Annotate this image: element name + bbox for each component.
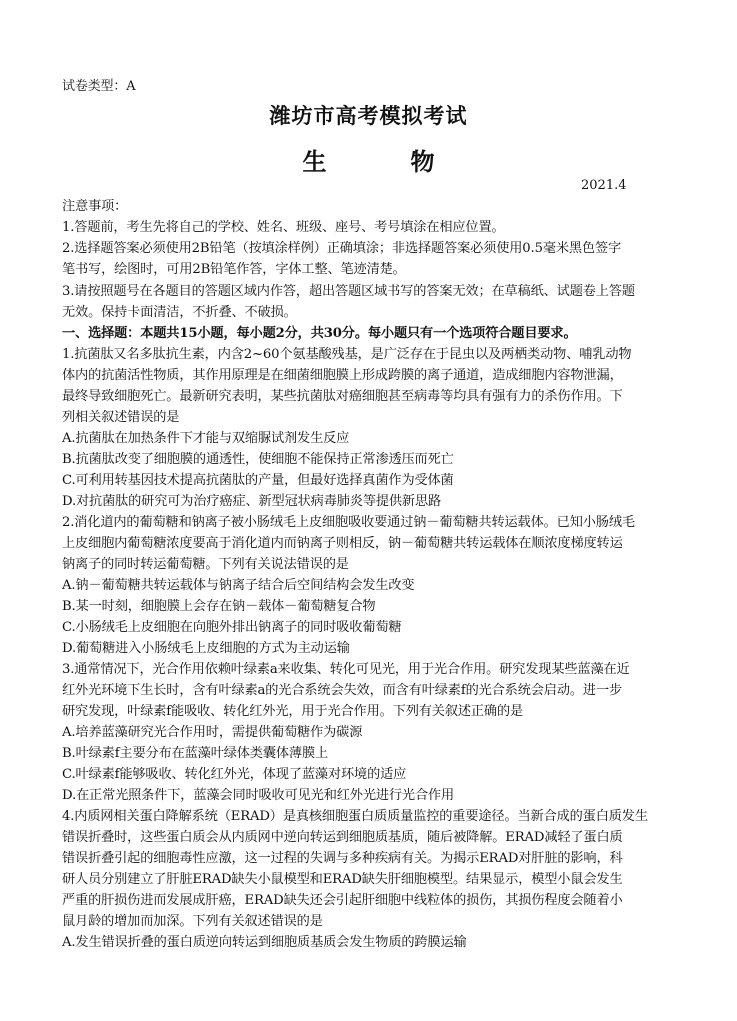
notes-line: 3.请按照题号在各题目的答题区域内作答，超出答题区域书写的答案无效；在草稿纸、试题卷上答题 (62, 284, 635, 299)
question-line: 2.消化道内的葡萄糖和钠离子被小肠绒毛上皮细胞吸收要通过钠－葡萄糖共转运载体。已知小肠绒毛 (62, 515, 635, 530)
question-line: 鼠月龄的增加而加深。下列有关叙述错误的是 (62, 914, 323, 929)
question-line: C.可利用转基因技术提高抗菌肽的产量，但最好选择真菌作为受体菌 (62, 473, 454, 488)
notes-heading: 注意事项： (62, 199, 128, 214)
question-line: 体内的抗菌活性物质，其作用原理是在细菌细胞膜上形成跨膜的离子通道，造成细胞内容物泄漏， (62, 368, 623, 383)
question-line: D.葡萄糖进入小肠绒毛上皮细胞的方式为主动运输 (62, 641, 350, 656)
question-line: A.钠－葡萄糖共转运载体与钠离子结合后空间结构会发生改变 (62, 578, 415, 593)
question-line: 1.抗菌肽又名多肽抗生素，内含2~60个氨基酸残基，是广泛存在于昆虫以及两栖类动物、哺乳动物 (62, 347, 632, 362)
question-line: C.小肠绒毛上皮细胞在向胞外排出钠离子的同时吸收葡萄糖 (62, 620, 402, 635)
question-line: B.某一时刻，细胞膜上会存在钠－载体－葡萄糖复合物 (62, 599, 376, 614)
exam-title: 潍坊市高考模拟考试 (269, 103, 468, 128)
notes-line: 无效。保持卡面清洁，不折叠、不破损。 (62, 305, 297, 320)
question-line: C.叶绿素f能够吸收、转化红外光，体现了蓝藻对环境的适应 (62, 767, 407, 782)
question-line: 最终导致细胞死亡。最新研究表明，某些抗菌肽对癌细胞甚至病毒等均具有强有力的杀伤作用。下 (62, 389, 623, 404)
notes-line: 2.选择题答案必须使用2B铅笔（按填涂样例）正确填涂；非选择题答案必须使用0.5毫米黑色签字 (62, 241, 622, 256)
question-line: 钠离子的同时转运葡萄糖。下列有关说法错误的是 (62, 557, 349, 572)
question-line: A.抗菌肽在加热条件下才能与双缩脲试剂发生反应 (62, 431, 350, 446)
section-heading: 一、选择题：本题共15小题，每小题2分，共30分。每小题只有一个选项符合题目要求。 (62, 326, 577, 341)
question-line: A.发生错误折叠的蛋白质逆向转运到细胞质基质会发生物质的跨膜运输 (62, 935, 467, 950)
question-line: D.对抗菌肽的研究可为治疗癌症、新型冠状病毒肺炎等提供新思路 (62, 494, 442, 509)
subject-title: 生 物 (302, 147, 465, 176)
question-line: B.叶绿素f主要分布在蓝藻叶绿体类囊体薄膜上 (62, 746, 329, 761)
notes-line: 1.答题前，考生先将自己的学校、姓名、班级、座号、考号填涂在相应位置。 (62, 220, 505, 235)
question-line: 错误折叠时，这些蛋白质会从内质网中逆向转运到细胞质基质，随后被降解。ERAD减轻了蛋白质 (62, 830, 623, 845)
question-line: 研人员分别建立了肝脏ERAD缺失小鼠模型和ERAD缺失肝细胞模型。结果显示，模型小鼠会发生 (62, 872, 623, 887)
question-line: 错误折叠引起的细胞毒性应激，这一过程的失调与多种疾病有关。为揭示ERAD对肝脏的影响，科 (62, 851, 623, 866)
question-line: 列相关叙述错误的是 (62, 410, 180, 425)
question-line: A.培养蓝藻研究光合作用时，需提供葡萄糖作为碳源 (62, 725, 363, 740)
notes-line: 笔书写，绘图时，可用2B铅笔作答，字体工整、笔迹清楚。 (62, 262, 406, 277)
question-line: 研究发现，叶绿素f能吸收、转化红外光，用于光合作用。下列有关叙述正确的是 (62, 704, 524, 719)
question-line: B.抗菌肽改变了细胞膜的通透性，使细胞不能保持正常渗透压而死亡 (62, 452, 454, 467)
exam-date: 2021.4 (581, 178, 627, 193)
question-line: 严重的肝损伤进而发展成肝癌，ERAD缺失还会引起肝细胞中线粒体的损伤，其损伤程度会随着小 (62, 893, 623, 908)
question-line: 3.通常情况下，光合作用依赖叶绿素a来收集、转化可见光，用于光合作用。研究发现某些蓝藻在近 (62, 662, 630, 677)
paper-type: 试卷类型：A (62, 79, 136, 94)
question-line: 4.内质网相关蛋白降解系统（ERAD）是真核细胞蛋白质质量监控的重要途径。当新合成的蛋白质发生 (62, 809, 648, 824)
question-line: D.在正常光照条件下，蓝藻会同时吸收可见光和红外光进行光合作用 (62, 788, 455, 803)
question-line: 红外光环境下生长时，含有叶绿素a的光合系统会失效，而含有叶绿素f的光合系统会启动。进一步 (62, 683, 623, 698)
question-line: 上皮细胞内葡萄糖浓度要高于消化道内而钠离子则相反，钠－葡萄糖共转运载体在顺浓度梯度转运 (62, 536, 623, 551)
